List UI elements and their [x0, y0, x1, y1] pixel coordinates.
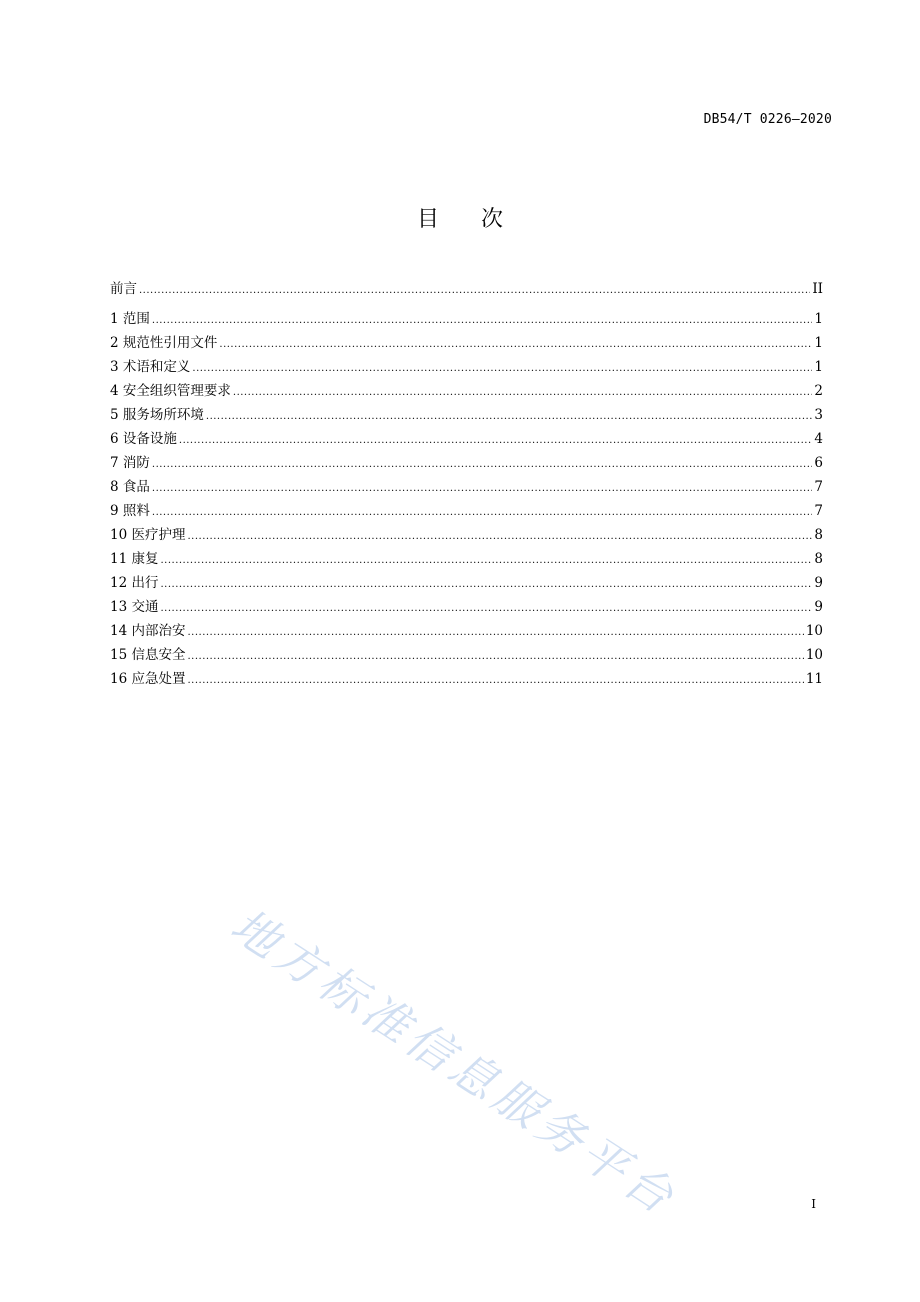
- toc-entry-page: II: [812, 281, 823, 297]
- toc-entry-label: [110, 621, 185, 641]
- toc-entry-page: 1: [814, 359, 823, 375]
- toc-entry-page: 10: [805, 623, 823, 639]
- toc-entry[interactable]: [110, 405, 823, 429]
- toc-entry-title: 内部治安: [131, 623, 186, 639]
- toc-entry-page: 1: [814, 335, 823, 351]
- toc-dot-leader: [160, 551, 812, 571]
- toc-dot-leader: [160, 599, 812, 619]
- toc-dot-leader: [179, 431, 813, 451]
- toc-entry[interactable]: [110, 645, 823, 669]
- toc-entry-label: [110, 525, 185, 545]
- toc-entry-page: 7: [814, 503, 823, 519]
- toc-entry-title: 安全组织管理要求: [122, 383, 231, 399]
- toc-entry-page: 7: [814, 479, 823, 495]
- toc-entry-label: [110, 357, 190, 377]
- toc-entry-label: [110, 549, 158, 569]
- toc-entry-label: [110, 597, 158, 617]
- toc-entry[interactable]: [110, 309, 823, 333]
- toc-entry-page: 9: [814, 575, 823, 591]
- toc-entry-label: [110, 573, 158, 593]
- toc-entry-page: 4: [814, 431, 823, 447]
- toc-entry[interactable]: [110, 525, 823, 549]
- toc-entry-number: 10: [110, 527, 128, 543]
- toc-entry-number: 13: [110, 599, 128, 615]
- toc-entry-page: 3: [814, 407, 823, 423]
- page-number: I: [811, 1197, 816, 1211]
- toc-entry-page: 1: [814, 311, 823, 327]
- toc-entry[interactable]: [110, 597, 823, 621]
- toc-entry-number: 1: [110, 311, 119, 327]
- toc-entry-label: [110, 645, 185, 665]
- toc-entry-label: [110, 501, 150, 521]
- toc-entry[interactable]: [110, 357, 823, 381]
- toc-entry-label: [110, 309, 150, 329]
- toc-entry-label: [110, 453, 150, 473]
- toc-entry[interactable]: [110, 549, 823, 573]
- toc-entry[interactable]: [110, 453, 823, 477]
- toc-entry-number: 15: [110, 647, 128, 663]
- toc-dot-leader: [206, 407, 813, 427]
- toc-entry-page: 10: [805, 647, 823, 663]
- page-title: 目次: [416, 207, 545, 232]
- toc-entry-page: 11: [805, 671, 823, 687]
- watermark: 地方标准信息服务平台: [221, 897, 688, 1227]
- toc-entry-page: 8: [814, 551, 823, 567]
- toc-dot-leader: [139, 281, 810, 301]
- toc-entry-number: 16: [110, 671, 128, 687]
- standard-code: DB54/T 0226—2020: [703, 112, 832, 127]
- toc-dot-leader: [152, 455, 813, 475]
- toc-entry-number: 4: [110, 383, 119, 399]
- toc-entry-number: 3: [110, 359, 119, 375]
- toc-entry-title: 食品: [122, 479, 150, 495]
- toc-entry[interactable]: [110, 333, 823, 357]
- toc-entry-number: 2: [110, 335, 119, 351]
- toc-entry-number: 14: [110, 623, 128, 639]
- toc-entry-number: 5: [110, 407, 119, 423]
- toc-dot-leader: [152, 311, 813, 331]
- toc-entry-title: 消防: [122, 455, 150, 471]
- toc-entry-number: 11: [110, 551, 128, 567]
- toc-entry-label: [110, 333, 217, 353]
- toc-entry-page: 2: [814, 383, 823, 399]
- table-of-contents: [110, 279, 823, 693]
- toc-entry-title: 康复: [131, 551, 159, 567]
- toc-entry-title: 照料: [122, 503, 150, 519]
- toc-dot-leader: [160, 575, 812, 595]
- toc-entry-page: 8: [814, 527, 823, 543]
- toc-entry-title: 医疗护理: [131, 527, 186, 543]
- toc-entry-title: 信息安全: [131, 647, 186, 663]
- toc-entry-number: 8: [110, 479, 119, 495]
- toc-entry[interactable]: [110, 429, 823, 453]
- toc-entry-title: 出行: [131, 575, 159, 591]
- toc-dot-leader: [187, 671, 803, 691]
- toc-entry-title: 应急处置: [131, 671, 186, 687]
- toc-entry-title: 前言: [110, 281, 137, 297]
- toc-entry-title: 术语和定义: [122, 359, 191, 375]
- toc-entry[interactable]: [110, 621, 823, 645]
- toc-entry[interactable]: [110, 501, 823, 525]
- toc-dot-leader: [187, 527, 812, 547]
- toc-entry-number: 7: [110, 455, 119, 471]
- toc-entry-label: [110, 477, 150, 497]
- toc-entry-title: 规范性引用文件: [122, 335, 218, 351]
- toc-entry[interactable]: [110, 381, 823, 405]
- toc-entry-label: [110, 429, 177, 449]
- toc-entry-page: 6: [814, 455, 823, 471]
- toc-dot-leader: [233, 383, 813, 403]
- toc-dot-leader: [152, 503, 813, 523]
- toc-entry-number: 9: [110, 503, 119, 519]
- toc-dot-leader: [152, 479, 813, 499]
- toc-entry-label: [110, 279, 137, 299]
- toc-dot-leader: [192, 359, 812, 379]
- toc-entry-title: 范围: [122, 311, 150, 327]
- toc-dot-leader: [187, 647, 803, 667]
- toc-entry-number: 6: [110, 431, 119, 447]
- toc-entry[interactable]: [110, 573, 823, 597]
- toc-entry-title: 交通: [131, 599, 159, 615]
- toc-entry-number: 12: [110, 575, 128, 591]
- toc-entry[interactable]: [110, 669, 823, 693]
- toc-entry[interactable]: [110, 477, 823, 501]
- toc-entry[interactable]: [110, 279, 823, 303]
- toc-dot-leader: [187, 623, 803, 643]
- toc-entry-title: 服务场所环境: [122, 407, 204, 423]
- toc-entry-title: 设备设施: [122, 431, 177, 447]
- toc-entry-label: [110, 669, 185, 689]
- toc-entry-label: [110, 381, 231, 401]
- toc-entry-label: [110, 405, 204, 425]
- toc-entry-page: 9: [814, 599, 823, 615]
- toc-dot-leader: [219, 335, 812, 355]
